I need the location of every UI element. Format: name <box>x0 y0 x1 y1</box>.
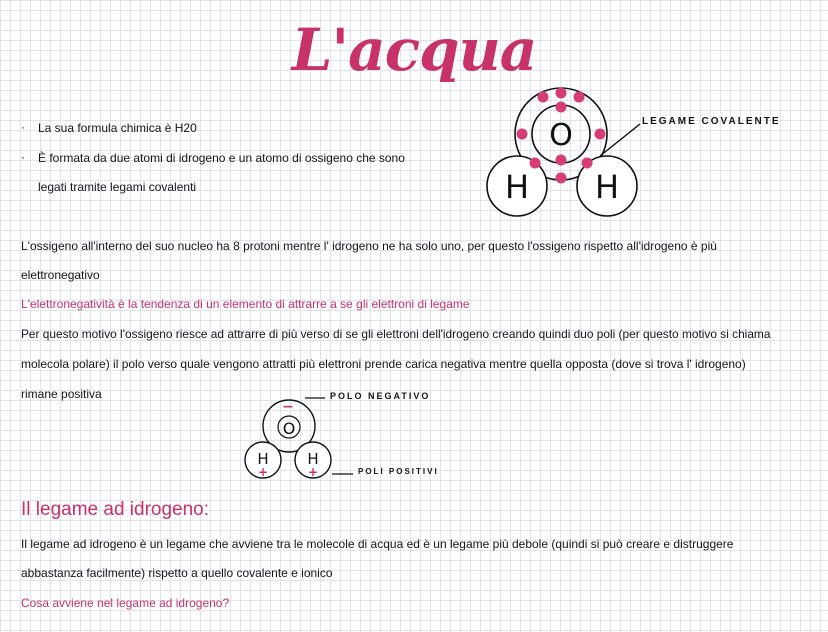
bullet-item-composition: È formata da due atomi di idrogeno e un atomo di ossigeno che sono <box>38 151 405 165</box>
electron-dot <box>582 158 593 169</box>
electron-dot <box>517 129 528 140</box>
paragraph-oxygen-line-2: elettronegativo <box>21 268 100 282</box>
paragraph-oxygen-line-1: L'ossigeno all'interno del suo nucleo ha 8 protoni mentre l' idrogeno ne ha solo uno, per questo l'ossigeno rispetto all'idrogeno è più <box>21 239 717 253</box>
electron-dot <box>556 155 567 166</box>
paragraph-hydrogen-bond-line-2: abbastanza facilmente) rispetto a quello covalente e ionico <box>21 566 333 580</box>
electron-dot <box>530 158 541 169</box>
negative-pole-label: POLO NEGATIVO <box>330 391 431 401</box>
electron-dot <box>556 173 567 184</box>
definition-electronegativity: L'elettronegatività è la tendenza di un elemento di attrarre a se gli elettroni di legame <box>21 297 470 311</box>
page-title: L'acqua <box>291 16 537 84</box>
bullet-dot: · <box>21 150 25 164</box>
positive-poles-label: POLI POSITIVI <box>358 467 439 476</box>
bullet-dot: · <box>21 120 25 134</box>
electron-dot <box>556 88 567 99</box>
paragraph-hydrogen-bond-line-1: Il legame ad idrogeno è un legame che avviene tra le molecole di acqua ed è un legame più debole (quindi si può creare e distruggere <box>21 537 734 551</box>
polar-molecule-diagram <box>240 390 360 482</box>
paragraph-polarity-line-3: rimane positiva <box>21 387 102 401</box>
water-molecule-diagram <box>480 82 780 222</box>
electron-dot <box>556 102 567 113</box>
bullet-item-formula: La sua formula chimica è H20 <box>38 121 197 135</box>
positive-charge-sign-left: + <box>257 465 269 479</box>
hydrogen-right-symbol: H <box>594 168 620 206</box>
paragraph-polarity-line-2: molecola polare) il polo verso quale vengono attratti più elettroni prende carica negativa mentre quella opposta (dove si trova l' idrogeno) <box>21 357 746 371</box>
covalent-bond-label: LEGAME COVALENTE <box>642 116 781 127</box>
electron-dot <box>538 92 549 103</box>
bullet-item-continuation: legati tramite legami covalenti <box>38 180 197 194</box>
section-heading-hydrogen-bond: Il legame ad idrogeno: <box>21 499 210 520</box>
polar-oxygen-symbol: O <box>282 419 296 438</box>
hydrogen-left-symbol: H <box>504 168 530 206</box>
electron-dot <box>574 92 585 103</box>
positive-charge-sign-right: + <box>307 465 319 479</box>
negative-charge-sign: − <box>282 399 294 415</box>
oxygen-symbol: O <box>549 118 573 153</box>
paragraph-polarity-line-1: Per questo motivo l'ossigeno riesce ad attrarre di più verso di se gli elettroni dell'idrogeno creando quindi duo poli (per questo motivo si chiama <box>21 327 771 341</box>
polar-hydrogen-right-symbol: H <box>307 450 319 468</box>
question-hydrogen-bond: Cosa avviene nel legame ad idrogeno? <box>21 596 230 610</box>
polar-hydrogen-left-symbol: H <box>257 450 269 468</box>
electron-dot <box>595 129 606 140</box>
